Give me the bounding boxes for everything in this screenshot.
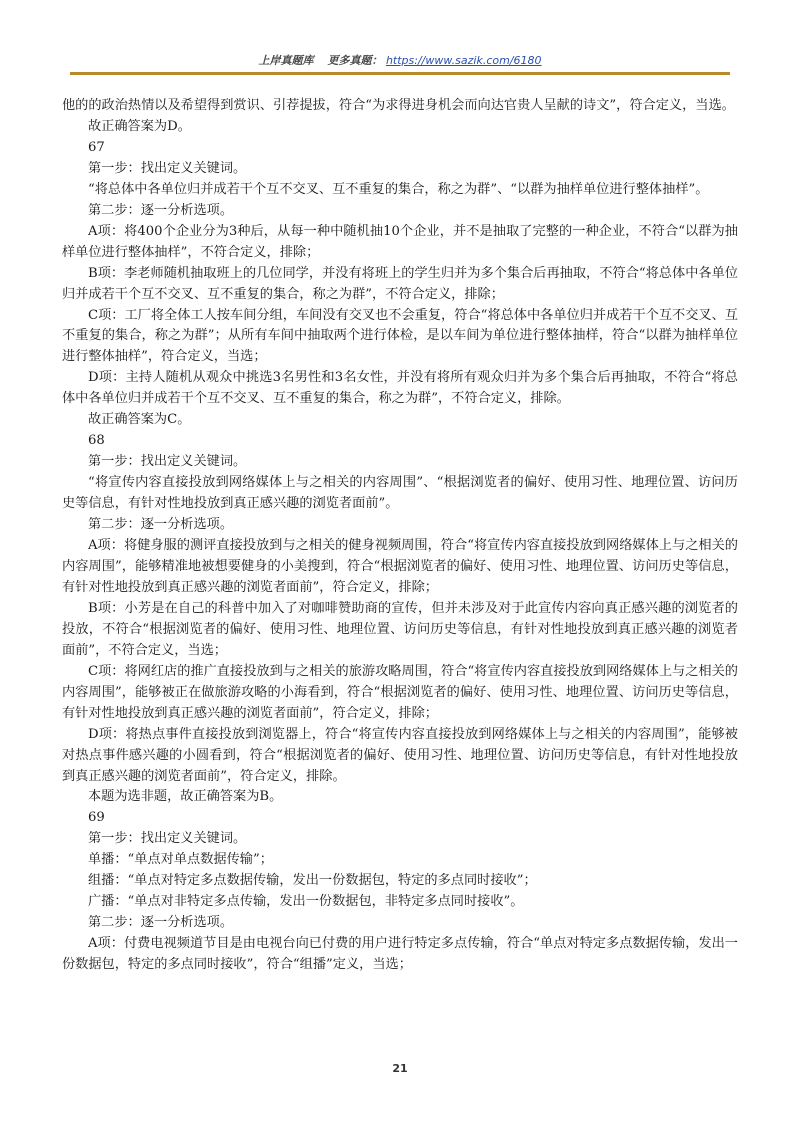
paragraph: D项：主持人随机从观众中挑选3名男性和3名女性，并没有将所有观众归并为多个集合后再抽取，不符合“将总体中各单位归并成若干个互不交叉、互不重复的集合，称之为群”，不符合定义，排除。 [62,370,738,407]
paragraph: 第一步：找出定义关键词。 [88,160,247,176]
paragraph: D项：将热点事件直接投放到浏览器上，符合“将宣传内容直接投放到网络媒体上与之相关的内容周围”，能够被对热点事件感兴趣的小圆看到，符合“根据浏览者的偏好、使用习性、地理位置、访问历史等信息，有针对性地投放到真正感兴趣的浏览者面前”，符合定义，排除。 [62,726,738,784]
question-number: 68 [88,433,105,449]
paragraph: B项：李老师随机抽取班上的几位同学，并没有将班上的学生归并为多个集合后再抽取，不符合“将总体中各单位归并成若干个互不交叉、互不重复的集合，称之为群”，不符合定义，排除； [62,265,738,302]
paragraph: C项：工厂将全体工人按车间分组，车间没有交叉也不会重复，符合“将总体中各单位归并成若干个互不交叉、互不重复的集合，称之为群”；从所有车间中抽取两个进行体检，是以车间为单位进行整体抽样，符合“以群为抽样单位进行整体抽样”，符合定义，当选； [62,307,738,365]
paragraph: 组播：“单点对特定多点数据传输，发出一份数据包，特定的多点同时接收”； [88,873,537,889]
paragraph: C项：将网红店的推广直接投放到与之相关的旅游攻略周围，符合“将宣传内容直接投放到网络媒体上与之相关的内容周围”，能够被正在做旅游攻略的小海看到，符合“根据浏览者的偏好、使用习性、地理位置、访问历史等信息，有针对性地投放到真正感兴趣的浏览者面前”，符合定义，排除； [62,663,738,721]
paragraph: 本题为选非题，故正确答案为B。 [88,789,283,805]
page-number: 21 [392,1062,408,1075]
paragraph: 第二步：逐一分析选项。 [88,517,234,533]
more-label: 更多真题： [327,54,383,67]
paragraph: 第一步：找出定义关键词。 [88,454,247,470]
header-divider [70,72,730,75]
paragraph: B项：小芳是在自己的科普中加入了对咖啡赞助商的宣传，但并未涉及对于此宣传内容向真正感兴趣的浏览者的投放，不符合“根据浏览者的偏好、使用习性、地理位置、访问历史等信息，有针对性地投放到真正感兴趣的浏览者面前”，不符合定义，当选； [62,600,738,658]
page-header [0,52,800,68]
paragraph: 第二步：逐一分析选项。 [88,202,234,218]
paragraph: 故正确答案为D。 [88,118,191,134]
question-number: 67 [88,139,105,155]
paragraph: 第二步：逐一分析选项。 [88,915,234,931]
paragraph: A项：将400个企业分为3种后，从每一种中随机抽10个企业，并不是抽取了完整的一种企业，不符合“以群为抽样单位进行整体抽样”，不符合定义，排除； [62,223,738,260]
paragraph: 单播：“单点对单点数据传输”； [88,852,273,868]
paragraph: A项：付费电视频道节目是由电视台向已付费的用户进行特定多点传输，符合“单点对特定多点数据传输，发出一份数据包，特定的多点同时接收”，符合“组播”定义，当选； [62,936,738,973]
question-number: 69 [88,810,105,826]
paragraph: 广播：“单点对非特定多点传输，发出一份数据包，非特定多点同时接收”。 [88,894,524,910]
paragraph: “将宣传内容直接投放到网络媒体上与之相关的内容周围”、“根据浏览者的偏好、使用习性、地理位置、访问历史等信息，有针对性地投放到真正感兴趣的浏览者面前”。 [62,475,738,512]
paragraph: 第一步：找出定义关键词。 [88,831,247,847]
paragraph: 他的的政治热情以及希望得到赏识、引荐提拔，符合“为求得进身机会而向达官贵人呈献的诗文”，符合定义，当选。 [62,98,735,113]
paragraph: 故正确答案为C。 [88,412,191,428]
paragraph: “将总体中各单位归并成若干个互不交叉、互不重复的集合，称之为群”、“以群为抽样单位进行整体抽样”。 [88,181,709,197]
brand-label: 上岸真题库 [258,54,314,67]
document-body [62,96,738,976]
paragraph: A项：将健身服的测评直接投放到与之相关的健身视频周围，符合“将宣传内容直接投放到网络媒体上与之相关的内容周围”，能够精准地被想要健身的小美搜到，符合“根据浏览者的偏好、使用习性、地理位置、访问历史等信息，有针对性地投放到真正感兴趣的浏览者面前”，符合定义，排除； [62,538,738,595]
source-link[interactable]: https://www.sazik.com/6180 [385,54,542,67]
